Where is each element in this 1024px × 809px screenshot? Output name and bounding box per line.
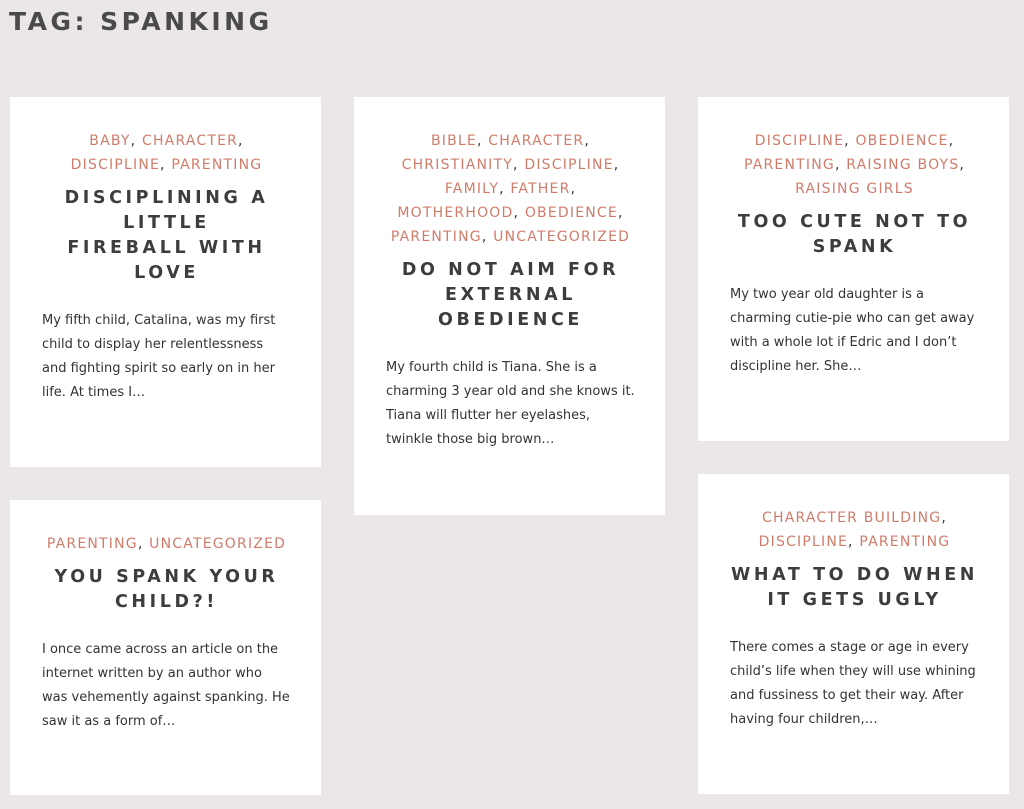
- post-excerpt: My two year old daughter is a charming cutie-pie who can get away with a whole lot if Edric and I don’t discipline her. She…: [730, 287, 975, 374]
- category-link[interactable]: FATHER: [510, 181, 571, 197]
- category-link[interactable]: PARENTING: [859, 534, 951, 550]
- post-title-line: DO NOT AIM FOR: [401, 260, 620, 280]
- post-title[interactable]: [42, 565, 291, 615]
- category-link[interactable]: UNCATEGORIZED: [149, 536, 287, 552]
- category-link[interactable]: OBEDIENCE: [855, 133, 949, 149]
- post-title-line: LOVE: [134, 263, 199, 283]
- post-title-line: WHAT TO DO WHEN: [730, 565, 979, 585]
- category-link[interactable]: UNCATEGORIZED: [493, 229, 631, 245]
- category-link[interactable]: PARENTING: [390, 229, 482, 245]
- post-title-line: FIREBALL WITH: [67, 238, 266, 258]
- post-title-line: DISCIPLINING A: [64, 188, 269, 208]
- category-link[interactable]: BIBLE: [430, 133, 477, 149]
- category-link[interactable]: MOTHERHOOD: [397, 205, 514, 221]
- category-link[interactable]: RAISING BOYS: [846, 157, 960, 173]
- post-title-line: LITTLE: [123, 213, 210, 233]
- category-link[interactable]: CHARACTER: [488, 133, 585, 149]
- category-link[interactable]: DISCIPLINE: [758, 534, 849, 550]
- post-title[interactable]: [386, 258, 635, 333]
- post-title[interactable]: [730, 210, 979, 260]
- post-categories: BIBLE, CHARACTER, CHRISTIANITY, DISCIPLINE, FAMILY, FATHER, MOTHERHOOD, OBEDIENCE, PARENTING, UNCATEGORIZED: [390, 133, 631, 245]
- post-excerpt: There comes a stage or age in every child’s life when they will use whining and fussiness to get their way. After having four children,…: [730, 640, 976, 727]
- post-excerpt: I once came across an article on the internet written by an author who was vehemently against spanking. He saw it as a form of…: [42, 642, 290, 729]
- post-title-line: EXTERNAL: [445, 285, 576, 305]
- post-title-line: YOU SPANK YOUR: [54, 567, 279, 587]
- post-categories: DISCIPLINE, OBEDIENCE, PARENTING, RAISING BOYS, RAISING GIRLS: [743, 133, 966, 197]
- post-title-line: TOO CUTE NOT TO: [737, 212, 972, 232]
- post-card: [10, 97, 321, 467]
- category-link[interactable]: BABY: [89, 133, 131, 149]
- category-link[interactable]: DISCIPLINE: [754, 133, 845, 149]
- post-title-line: IT GETS UGLY: [767, 590, 942, 610]
- post-card: [698, 97, 1009, 441]
- post-title[interactable]: [42, 186, 291, 286]
- category-link[interactable]: CHARACTER BUILDING: [762, 510, 942, 526]
- post-title-line: OBEDIENCE: [437, 310, 583, 330]
- post-excerpt: My fourth child is Tiana. She is a charming 3 year old and she knows it. Tiana will flutter her eyelashes, twinkle those big brown…: [386, 360, 635, 447]
- category-link[interactable]: CHARACTER: [141, 133, 239, 149]
- category-link[interactable]: RAISING GIRLS: [795, 181, 914, 197]
- post-title-line: SPANK: [812, 237, 897, 257]
- post-excerpt: My fifth child, Catalina, was my first child to display her relentlessness and fighting spirit so early on in her life. At times I…: [42, 313, 276, 400]
- post-title-line: CHILD?!: [114, 592, 218, 612]
- post-title[interactable]: [730, 563, 979, 613]
- category-link[interactable]: PARENTING: [171, 157, 263, 173]
- post-categories: BABY, CHARACTER, DISCIPLINE, PARENTING: [70, 133, 263, 173]
- post-categories: CHARACTER BUILDING, DISCIPLINE, PARENTING: [758, 510, 951, 550]
- category-link[interactable]: DISCIPLINE: [70, 157, 161, 173]
- post-card: [698, 474, 1009, 794]
- page-title: TAG: SPANKING: [9, 7, 273, 36]
- post-card: [10, 500, 321, 795]
- category-link[interactable]: PARENTING: [743, 157, 835, 173]
- category-link[interactable]: CHRISTIANITY: [401, 157, 514, 173]
- category-link[interactable]: PARENTING: [46, 536, 138, 552]
- post-card: [354, 97, 665, 515]
- category-link[interactable]: FAMILY: [444, 181, 500, 197]
- post-categories: PARENTING, UNCATEGORIZED: [46, 536, 287, 552]
- category-link[interactable]: OBEDIENCE: [524, 205, 618, 221]
- category-link[interactable]: DISCIPLINE: [524, 157, 614, 173]
